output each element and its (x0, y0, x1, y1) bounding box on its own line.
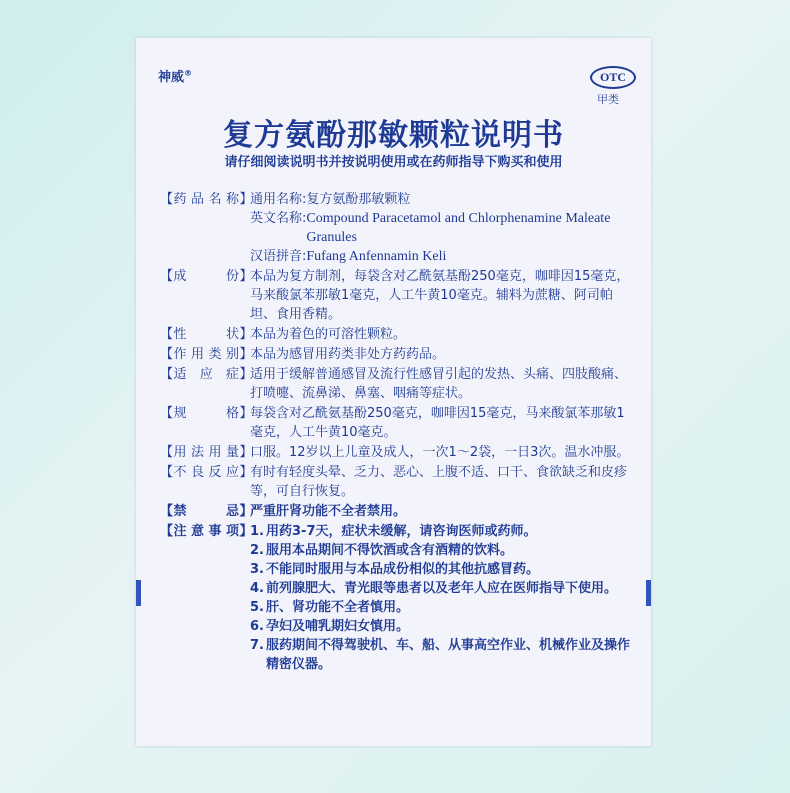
label-indications: 适 应 症 (173, 367, 240, 382)
list-item: 7. 服药期间不得驾驶机、车、船、从事高空作业、机械作业及操作精密仪器。 (250, 638, 631, 672)
label-adverse: 不良反应 (173, 465, 240, 480)
page-title: 复方氨酚那敏颗粒说明书 (223, 118, 564, 153)
composition-text: 本品为复方制剂，每袋含对乙酰氨基酚250毫克，咖啡因15毫克，马来酸氯苯那敏1毫克，人工牛黄10毫克。辅料为蔗糖、阿司帕坦、食用香精。 (250, 269, 630, 322)
label-composition: 成 份 (173, 269, 240, 284)
precautions-list (250, 522, 630, 674)
row-adverse (160, 463, 630, 501)
row-category (160, 345, 630, 364)
category-text: 本品为感冒用药类非处方药药品。 (250, 347, 446, 362)
indications-text: 适用于缓解普通感冒及流行性感冒引起的发热、头痛、四肢酸痛、打喷嚏、流鼻涕、鼻塞、咽痛等症状。 (250, 367, 628, 401)
list-item: 3. 不能同时服用与本品成份相似的其他抗感冒药。 (250, 562, 540, 577)
list-item: 2. 服用本品期间不得饮酒或含有酒精的饮料。 (250, 543, 514, 558)
brand-logo (158, 66, 192, 85)
dosage-text: 口服。12岁以上儿童及成人，一次1～2袋，一日3次。温水冲服。 (250, 445, 630, 460)
row-specification (160, 404, 630, 442)
label-precautions: 注意事项 (173, 524, 240, 539)
label-category: 作用类别 (173, 347, 240, 362)
specification-text: 每袋含对乙酰氨基酚250毫克，咖啡因15毫克，马来酸氯苯那敏1毫克，人工牛黄10毫克。 (250, 406, 625, 440)
list-item: 5. 肝、肾功能不全者慎用。 (250, 600, 410, 615)
label-dosage: 用法用量 (173, 445, 240, 460)
leaflet-body (160, 190, 630, 675)
registered-mark: ® (184, 68, 193, 78)
label-contraindications: 禁 忌 (173, 504, 240, 519)
otc-badge: OTC (590, 66, 636, 89)
label-appearance: 性 状 (173, 327, 240, 342)
pinyin-name: Fufang Anfennamin Keli (306, 249, 447, 264)
adverse-text: 有时有轻度头晕、乏力、恶心、上腹不适、口干、食欲缺乏和皮疹等，可自行恢复。 (250, 465, 628, 499)
row-indications (160, 365, 630, 403)
row-appearance (160, 325, 630, 344)
row-drug-name (160, 190, 630, 266)
row-contraindications (160, 502, 630, 521)
list-item: 4. 前列腺肥大、青光眼等患者以及老年人应在医师指导下使用。 (250, 581, 618, 596)
pinyin-name-label: 汉语拼音: (250, 249, 307, 264)
generic-name-label: 通用名称: (250, 192, 307, 207)
label-drug-name: 药品名称 (173, 192, 240, 207)
row-precautions (160, 522, 630, 674)
right-margin-marker (646, 580, 651, 606)
brand-name: 神威 (158, 70, 185, 85)
list-item: 6. 孕妇及哺乳期妇女慎用。 (250, 619, 410, 634)
english-name-label: 英文名称: (250, 211, 307, 226)
left-margin-marker (136, 580, 141, 606)
label-specification: 规 格 (173, 406, 240, 421)
leaflet-paper (136, 38, 651, 746)
page-subtitle: 请仔细阅读说明书并按说明使用或在药师指导下购买和使用 (224, 155, 563, 170)
row-composition (160, 267, 630, 324)
appearance-text: 本品为着色的可溶性颗粒。 (250, 327, 407, 342)
row-dosage (160, 443, 630, 462)
otc-category: 甲类 (597, 93, 619, 106)
contraindications-text: 严重肝肾功能不全者禁用。 (250, 504, 407, 519)
generic-name: 复方氨酚那敏颗粒 (306, 192, 411, 207)
english-name: Compound Paracetamol and Chlorphenamine Maleate Granules (306, 211, 611, 245)
list-item: 1. 用药3-7天，症状未缓解，请咨询医师或药师。 (250, 524, 537, 539)
